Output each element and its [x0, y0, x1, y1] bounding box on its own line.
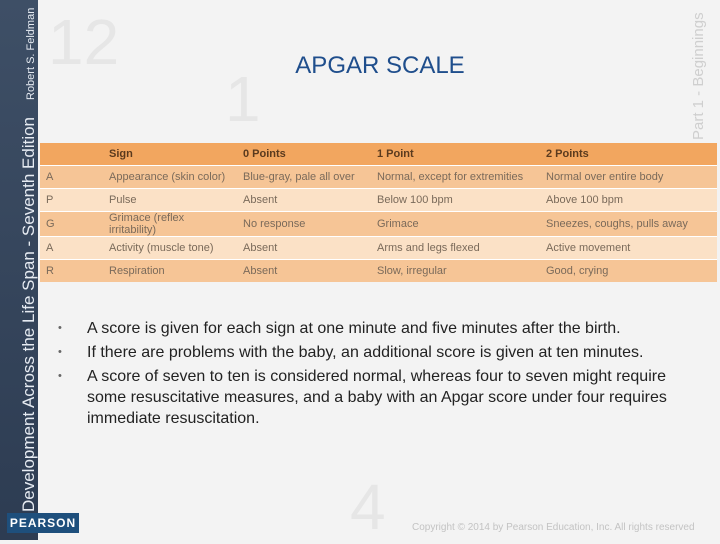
- table-cell: Appearance (skin color): [103, 166, 237, 189]
- background-number: 4: [350, 471, 386, 543]
- table-cell: Sneezes, coughs, pulls away: [540, 212, 717, 237]
- table-cell: A: [40, 166, 103, 189]
- table-cell: A: [40, 237, 103, 260]
- table-row: [40, 212, 717, 237]
- table-cell: Active movement: [540, 237, 717, 260]
- table-cell: Absent: [237, 260, 371, 283]
- bullet-icon: •: [58, 370, 62, 382]
- table-cell: G: [40, 212, 103, 237]
- table-cell: Grimace: [371, 212, 540, 237]
- copyright-text: Copyright © 2014 by Pearson Education, Inc. All rights reserved: [412, 522, 695, 533]
- list-item-text: If there are problems with the baby, an additional score is given at ten minutes.: [87, 344, 644, 361]
- background-number: 1: [225, 63, 261, 135]
- table-cell: Pulse: [103, 189, 237, 212]
- background-number: 12: [48, 6, 120, 78]
- table-header: [40, 143, 103, 166]
- book-title: Development Across the Life Span - Seventh Edition: [19, 116, 38, 512]
- table-cell: Slow, irregular: [371, 260, 540, 283]
- table-cell: Above 100 bpm: [540, 189, 717, 212]
- table-cell: Absent: [237, 189, 371, 212]
- table-cell: Activity (muscle tone): [103, 237, 237, 260]
- table-cell: Grimace (reflex irritability): [103, 212, 237, 237]
- bullet-icon: •: [58, 322, 62, 334]
- list-item: [56, 342, 696, 363]
- list-item: [56, 366, 696, 429]
- table-cell: Blue-gray, pale all over: [237, 166, 371, 189]
- table-cell: Below 100 bpm: [371, 189, 540, 212]
- table-row: [40, 166, 717, 189]
- table-row: [40, 189, 717, 212]
- list-item-text: A score of seven to ten is considered normal, whereas four to seven might require some resuscitative measures, and a baby with an Apgar score under four requires immediate resuscitation.: [87, 368, 667, 427]
- table-row: [40, 237, 717, 260]
- table-header: 0 Points: [243, 148, 286, 160]
- table-cell: Respiration: [103, 260, 237, 283]
- table-header-row: [40, 143, 717, 166]
- table-cell: P: [40, 189, 103, 212]
- table-header: 2 Points: [546, 148, 589, 160]
- part-label: Part 1 - Beginnings: [690, 12, 707, 140]
- table-cell: Normal, except for extremities: [371, 166, 540, 189]
- bullet-icon: •: [58, 346, 62, 358]
- list-item-text: A score is given for each sign at one minute and five minutes after the birth.: [87, 320, 621, 337]
- table-cell: Absent: [237, 237, 371, 260]
- bullet-list: [56, 318, 696, 432]
- author-name: Robert S. Feldman: [25, 7, 37, 100]
- pearson-logo: PEARSON: [7, 513, 79, 533]
- table-cell: Normal over entire body: [540, 166, 717, 189]
- table-cell: R: [40, 260, 103, 283]
- table-header: Sign: [109, 148, 133, 160]
- list-item: [56, 318, 696, 339]
- table-cell: Good, crying: [540, 260, 717, 283]
- table-cell: No response: [237, 212, 371, 237]
- table-header: 1 Point: [377, 148, 414, 160]
- table-cell: Arms and legs flexed: [371, 237, 540, 260]
- page-title: APGAR SCALE: [295, 52, 465, 79]
- apgar-table: [40, 143, 717, 282]
- table-row: [40, 260, 717, 283]
